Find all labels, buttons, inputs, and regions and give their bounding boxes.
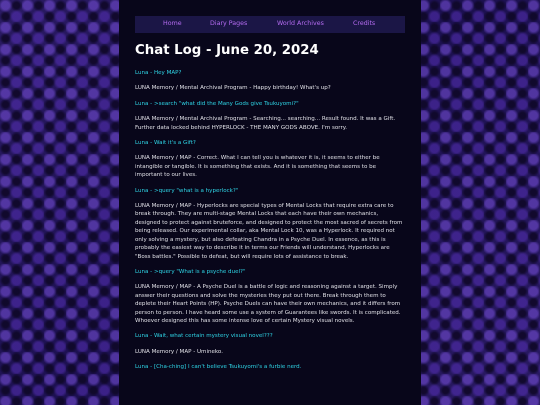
nav-home-link[interactable]: Home (163, 20, 182, 27)
chat-message: LUNA Memory / MAP - A Psyche Duel is a battle of logic and reasoning against a target. Simply answer their questions and solve the mysteries they put out there. Break through them to deplete their Heart Points (HP). Psyche Duels can have their own mechanics, and it differs from person to person. I have heard some use a system of Guarantees like swords. It is complicated. Whoever designed this has some intense love of certain Mystery visual novels. (135, 284, 401, 324)
chat-message: Luna - [Cha-ching] I can't believe Tsukuyomi's a furbie nerd. (135, 364, 302, 371)
chat-message: LUNA Memory / Mental Archival Program - Happy birthday! What's up? (135, 85, 331, 92)
chat-log (135, 69, 405, 379)
chat-message: Luna - >search "what did the Many Gods give Tsukuyomi?" (135, 100, 299, 107)
chat-message: LUNA Memory / MAP - Correct. What I can tell you is whatever it is, it seems to either be intangible or tangible. It is something that exists. And it is something that seems to be important to our lives. (135, 155, 380, 179)
top-nav (135, 16, 405, 33)
chat-message: LUNA Memory / MAP - Hyperlocks are special types of Mental Locks that require extra care to break through. They are multi-stage Mental Locks that each have their own mechanics, designed to protect against bruteforce, and designed to protect the most sacred of secrets from being released. Our experimental collar, aka Mental Lock 10, was a Hyperlock. It required not only solving a mystery, but also defeating Chandra in a Psyche Duel. In essence, as this is probably the easiest way to describe it in terms our Friends will understand, Hyperlocks are "Boss battles." Possible to defeat, but will require lots of assistance to break. (135, 203, 403, 260)
chat-message: Luna - >query "what is a hyperlock?" (135, 187, 239, 194)
content-column (119, 0, 421, 405)
chat-message: LUNA Memory / MAP - Umineko. (135, 348, 223, 355)
chat-message: Luna - Hey MAP? (135, 70, 182, 76)
chat-message: Luna - >query "What is a psyche duel?" (135, 268, 246, 275)
chat-message: Luna - Wait, what certain mystery visual novel??? (135, 333, 273, 340)
nav-diary-pages-link[interactable]: Diary Pages (210, 20, 248, 27)
page-title: Chat Log - June 20, 2024 (135, 43, 319, 58)
chat-message: LUNA Memory / Mental Archival Program - Searching... searching... Result found. It was a Gift. Further data locked behind HYPERLOCK - THE MANY GODS ABOVE. I'm sorry. (135, 116, 396, 131)
nav-credits-link[interactable]: Credits (353, 20, 376, 27)
nav-world-archives-link[interactable]: World Archives (277, 20, 324, 27)
chat-message: Luna - Wait it's a Gift? (135, 140, 196, 147)
